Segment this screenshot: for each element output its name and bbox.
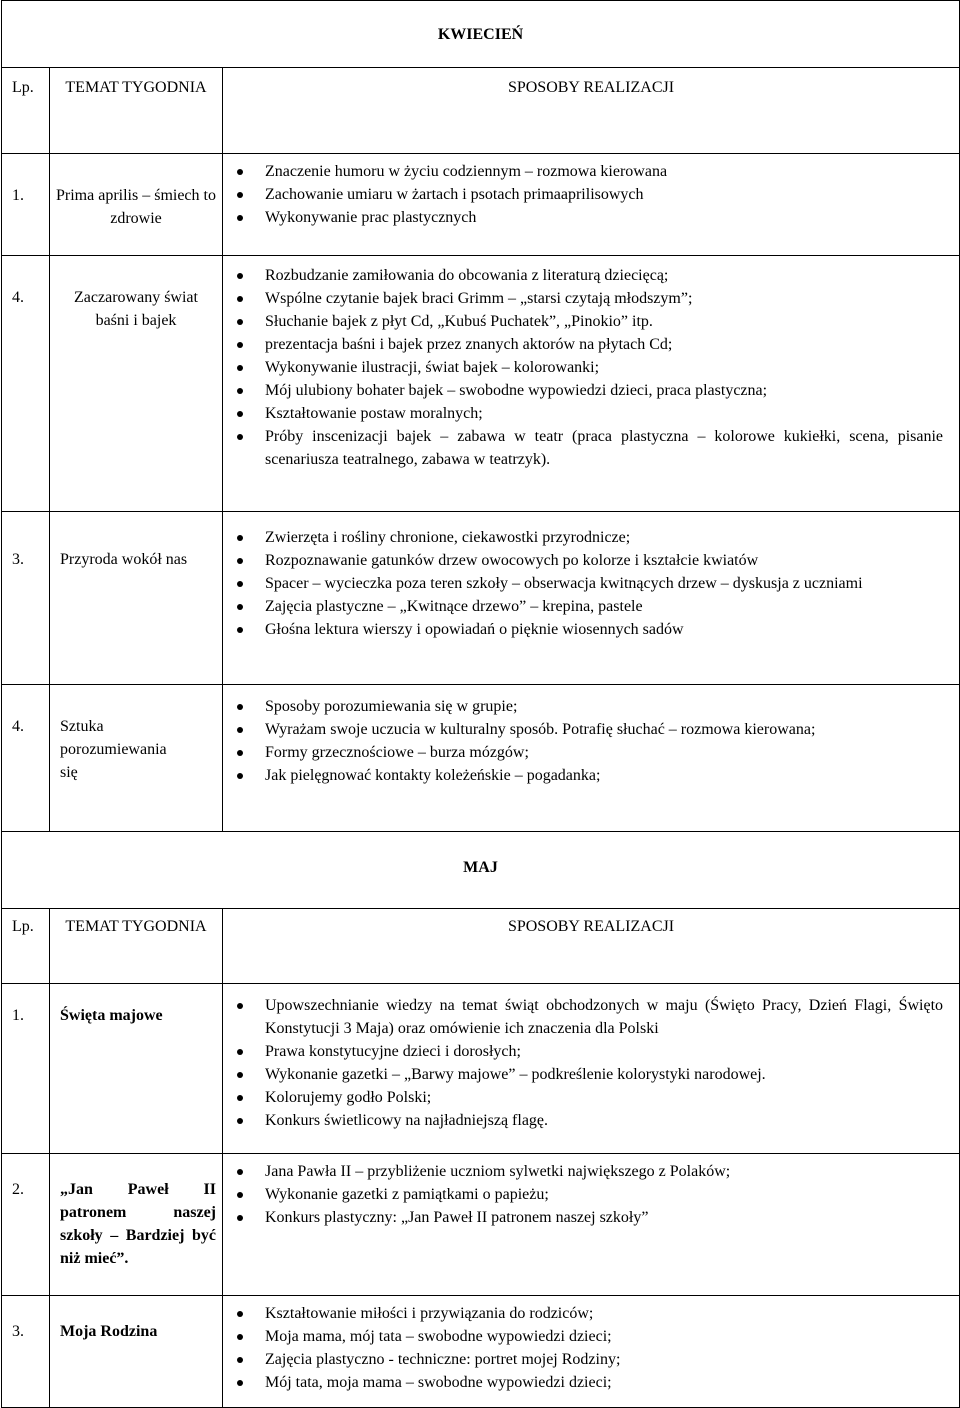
month-title-may: MAJ <box>2 832 960 909</box>
row-number: 4. <box>2 685 50 832</box>
list-item: Prawa konstytucyjne dzieci i dorosłych; <box>223 1040 943 1063</box>
row-methods <box>223 1296 960 1408</box>
list-item: Jak pielęgnować kontakty koleżeńskie – pogadanka; <box>223 764 943 787</box>
list-item: Mój tata, moja mama – swobodne wypowiedzi dzieci; <box>223 1371 943 1394</box>
list-item: Kształtowanie postaw moralnych; <box>223 402 943 425</box>
methods-list <box>223 1296 959 1394</box>
table-row <box>2 685 960 832</box>
list-item: Rozbudzanie zamiłowania do obcowania z literaturą dziecięcą; <box>223 264 943 287</box>
list-item: Zachowanie umiaru w żartach i psotach primaaprilisowych <box>223 183 943 206</box>
row-number: 4. <box>2 256 50 512</box>
header-topic: TEMAT TYGODNIA <box>50 909 223 984</box>
list-item: Konkurs plastyczny: „Jan Paweł II patronem naszej szkoły” <box>223 1206 943 1229</box>
list-item: Zajęcia plastyczno - techniczne: portret mojej Rodziny; <box>223 1348 943 1371</box>
methods-list <box>223 685 959 787</box>
row-number: 3. <box>2 512 50 685</box>
list-item: Próby inscenizacji bajek – zabawa w teatr (praca plastyczna – kolorowe kukiełki, scena, pisanie scenariusza teatralnego, zabawa w teatrzyk). <box>223 425 943 471</box>
methods-list <box>223 154 959 229</box>
list-item: Konkurs świetlicowy na najładniejszą flagę. <box>223 1109 943 1132</box>
table-row <box>2 1154 960 1296</box>
list-item: Zwierzęta i rośliny chronione, ciekawostki przyrodnicze; <box>223 526 943 549</box>
header-methods: SPOSOBY REALIZACJI <box>223 68 960 154</box>
list-item: Wspólne czytanie bajek braci Grimm – „starsi czytają młodszym”; <box>223 287 943 310</box>
table-row <box>2 1296 960 1408</box>
list-item: Kolorujemy godło Polski; <box>223 1086 943 1109</box>
row-topic: Przyroda wokół nas <box>50 512 223 685</box>
row-topic: Moja Rodzina <box>50 1296 223 1408</box>
list-item: Upowszechnianie wiedzy na temat świąt obchodzonych w maju (Święto Pracy, Dzień Flagi, Święto Konstytucji 3 Maja) oraz omówienie ich znaczenia dla Polski <box>223 994 943 1040</box>
row-methods <box>223 154 960 256</box>
list-item: Sposoby porozumiewania się w grupie; <box>223 695 943 718</box>
header-topic: TEMAT TYGODNIA <box>50 68 223 154</box>
row-topic: Prima aprilis – śmiech to zdrowie <box>50 154 223 256</box>
table-row <box>2 984 960 1154</box>
list-item: Słuchanie bajek z płyt Cd, „Kubuś Puchatek”, „Pinokio” itp. <box>223 310 943 333</box>
list-item: Wykonanie gazetki z pamiątkami o papieżu; <box>223 1183 943 1206</box>
methods-list <box>223 256 959 471</box>
list-item: Wykonywanie prac plastycznych <box>223 206 943 229</box>
methods-list <box>223 1154 959 1229</box>
row-number: 2. <box>2 1154 50 1296</box>
row-number: 3. <box>2 1296 50 1408</box>
row-number: 1. <box>2 154 50 256</box>
row-methods <box>223 685 960 832</box>
methods-list <box>223 512 959 641</box>
list-item: Formy grzecznościowe – burza mózgów; <box>223 741 943 764</box>
row-number: 1. <box>2 984 50 1154</box>
list-item: Wykonywanie ilustracji, świat bajek – kolorowanki; <box>223 356 943 379</box>
table-row <box>2 512 960 685</box>
row-topic: Zaczarowany świat baśni i bajek <box>50 256 223 512</box>
header-lp: Lp. <box>2 909 50 984</box>
row-methods <box>223 512 960 685</box>
list-item: Kształtowanie miłości i przywiązania do rodziców; <box>223 1302 943 1325</box>
row-topic: Święta majowe <box>50 984 223 1154</box>
list-item: Głośna lektura wierszy i opowiadań o pięknie wiosennych sadów <box>223 618 943 641</box>
list-item: Rozpoznawanie gatunków drzew owocowych po kolorze i kształcie kwiatów <box>223 549 943 572</box>
list-item: Jana Pawła II – przybliżenie uczniom sylwetki największego z Polaków; <box>223 1160 943 1183</box>
header-lp: Lp. <box>2 68 50 154</box>
list-item: Znaczenie humoru w życiu codziennym – rozmowa kierowana <box>223 160 943 183</box>
table-row <box>2 256 960 512</box>
row-topic: „Jan Paweł II patronem naszej szkoły – Bardziej być niż mieć”. <box>50 1154 223 1296</box>
list-item: Mój ulubiony bohater bajek – swobodne wypowiedzi dzieci, praca plastyczna; <box>223 379 943 402</box>
list-item: Zajęcia plastyczne – „Kwitnące drzewo” – krepina, pastele <box>223 595 943 618</box>
row-methods <box>223 984 960 1154</box>
row-methods <box>223 1154 960 1296</box>
row-methods <box>223 256 960 512</box>
plan-table <box>1 0 960 1408</box>
list-item: Wyrażam swoje uczucia w kulturalny sposób. Potrafię słuchać – rozmowa kierowana; <box>223 718 943 741</box>
month-title-april: KWIECIEŃ <box>2 1 960 68</box>
table-row <box>2 154 960 256</box>
header-methods: SPOSOBY REALIZACJI <box>223 909 960 984</box>
list-item: Moja mama, mój tata – swobodne wypowiedzi dzieci; <box>223 1325 943 1348</box>
list-item: Wykonanie gazetki – „Barwy majowe” – podkreślenie kolorystyki narodowej. <box>223 1063 943 1086</box>
list-item: prezentacja baśni i bajek przez znanych aktorów na płytach Cd; <box>223 333 943 356</box>
methods-list <box>223 984 959 1132</box>
row-topic: Sztuka porozumiewania się <box>50 685 223 832</box>
list-item: Spacer – wycieczka poza teren szkoły – obserwacja kwitnących drzew – dyskusja z uczniami <box>223 572 943 595</box>
